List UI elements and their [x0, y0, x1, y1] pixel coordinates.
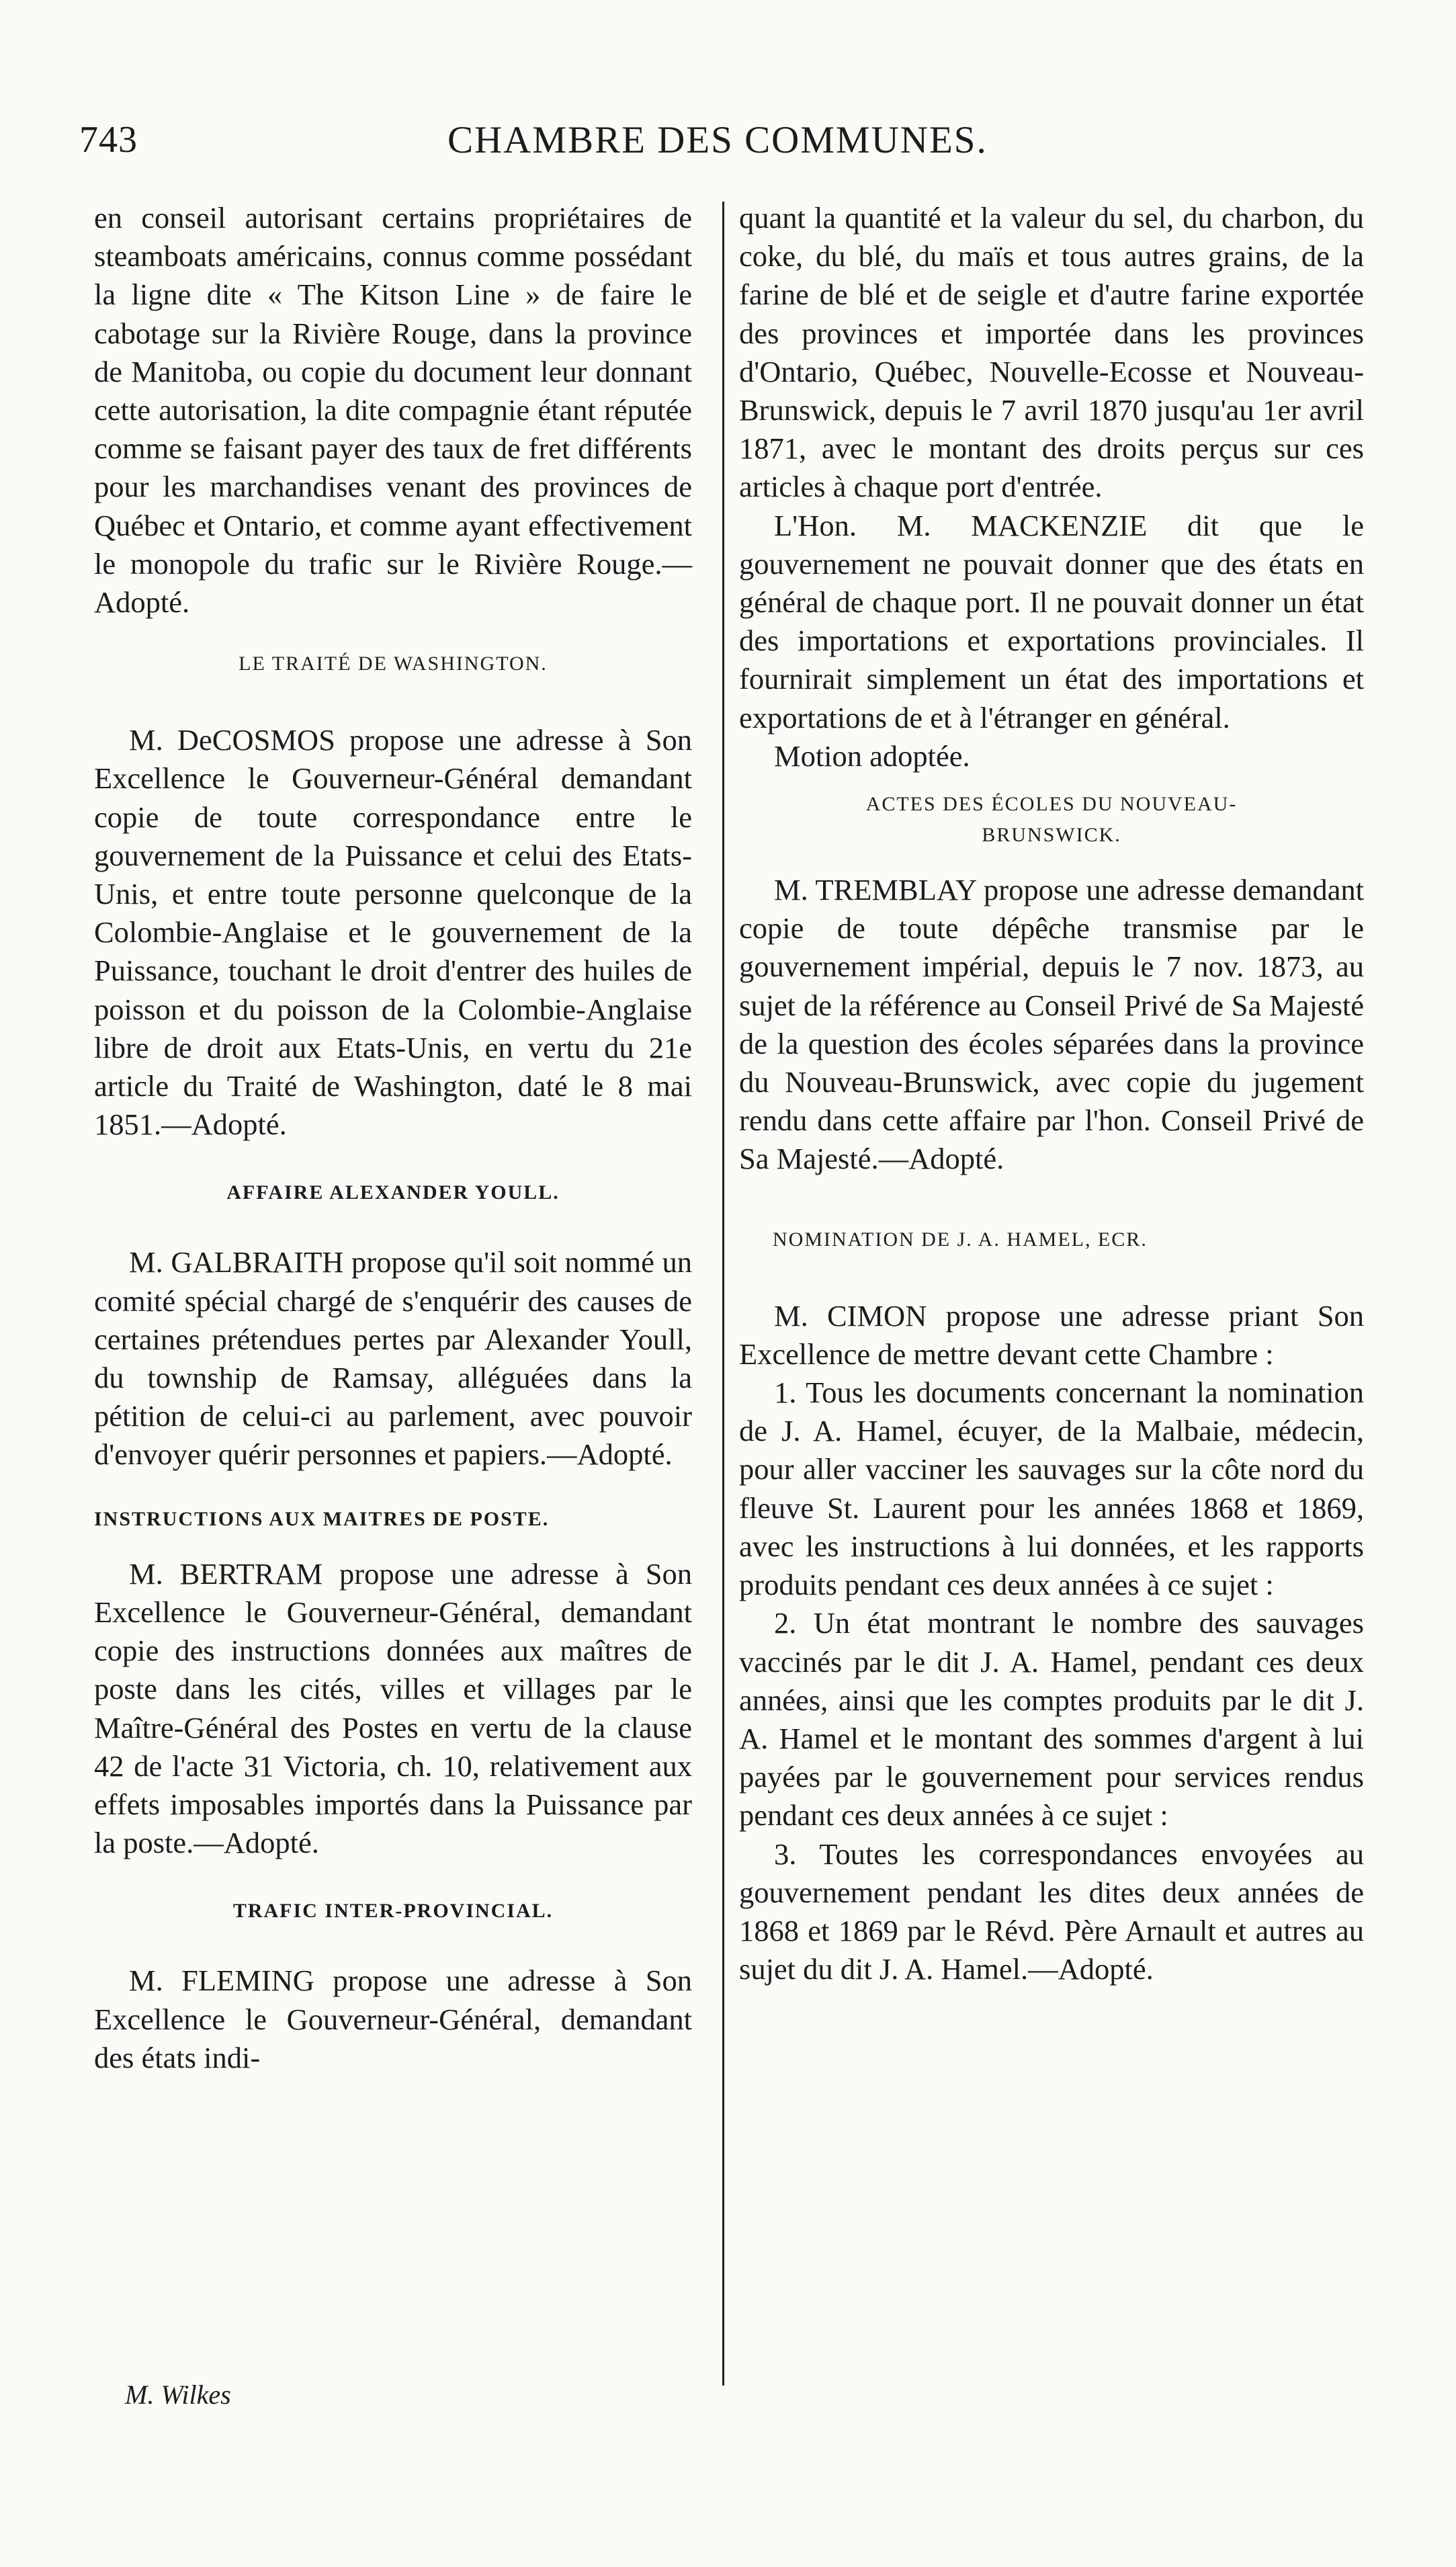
- running-head: CHAMBRE DES COMMUNES.: [447, 119, 988, 161]
- right-paragraph-1: quant la quantité et la valeur du sel, du charbon, du coke, du blé, du maïs et tous autres grains, de la farine de blé et de seigle et d'autre farine exportée des provinces et importée dans les provinces d'Ontario, Québec, Nouvelle-Ecosse et Nouveau-Brunswick, depuis le 7 avril 1870 jusqu'au 1er avril 1871, avec le montant des droits perçus sur ces articles à chaque port d'entrée.: [739, 201, 1364, 504]
- motion-cimon: M. CIMON propose une adresse priant Son Excellence de mettre devant cette Chambre :: [739, 1298, 1364, 1371]
- section-heading-traite-washington: LE TRAITÉ DE WASHINGTON.: [239, 653, 548, 675]
- section-heading-hamel: NOMINATION DE J. A. HAMEL, ECR.: [773, 1228, 1148, 1251]
- item-3: 3. Toutes les correspondances envoyées au gouvernement pendant les dites deux années de 1868 et 1869 par le Révd. Père Arnault et autres au sujet du dit J. A. Hamel.—Adopté.: [739, 1837, 1364, 1986]
- column-divider: [722, 202, 724, 2386]
- section-heading-ecoles-a: ACTES DES ÉCOLES DU NOUVEAU-: [865, 793, 1238, 816]
- section-heading-ecoles-b: BRUNSWICK.: [982, 824, 1121, 847]
- motion-adopted: Motion adoptée.: [774, 739, 970, 773]
- item-2: 2. Un état montrant le nombre des sauvages vaccinés par le dit J. A. Hamel, pendant ces deux années, ainsi que les comptes produits par le dit J. A. Hamel et le montant des sommes d'argent à lui payées par le gouvernement pour services rendus pendant ces deux années à ce sujet :: [739, 1606, 1364, 1833]
- footer-speaker-note: M. Wilkes: [125, 2380, 231, 2410]
- left-column: [94, 199, 692, 2077]
- item-1: 1. Tous les documents concernant la nomination de J. A. Hamel, écuyer, de la Malbaie, médecin, pour aller vacciner les sauvages sur la côte nord du fleuve St. Laurent pour les années 1868 et 1869, avec les instructions à lui données, et les rapports produits pendant ces deux années à ce sujet :: [739, 1376, 1364, 1602]
- motion-bertram: M. BERTRAM propose une adresse à Son Excellence le Gouverneur-Général, demandant copie des instructions données aux maîtres de poste dans les cités, villes et villages par le Maître-Général des Postes en vertu de la clause 42 de l'acte 31 Victoria, ch. 10, relativement aux effets imposables importés dans la Puissance par la poste.—Adopté.: [94, 1556, 692, 1860]
- reply-mackenzie: L'Hon. M. MACKENZIE dit que le gouvernement ne pouvait donner que des états en général de chaque port. Il ne pouvait donner un état des importations et exportations provinciales. Il fournirait simplement un état des importations et exportations de et à l'étranger en général.: [739, 508, 1364, 734]
- left-paragraph-1: en conseil autorisant certains propriétaires de steamboats américains, connus comme possédant la ligne dite « The Kitson Line » de faire le cabotage sur la Rivière Rouge, dans la province de Manitoba, ou copie du document leur donnant cette autorisation, la dite compagnie étant réputée comme se faisant payer des taux de fret différents pour les marchandises venant des provinces de Québec et Ontario, et comme ayant effectivement le monopole du trafic sur le Rivière Rouge.—Adopté.: [94, 201, 692, 620]
- motion-tremblay: M. TREMBLAY propose une adresse demandant copie de toute dépêche transmise par le gouvernement impérial, depuis le 7 nov. 1873, au sujet de la référence au Conseil Privé de Sa Majesté de la question des écoles séparées dans la province du Nouveau-Brunswick, avec copie du jugement rendu dans cette affaire par l'hon. Conseil Privé de Sa Majesté.—Adopté.: [739, 873, 1364, 1176]
- motion-fleming: M. FLEMING propose une adresse à Son Excellence le Gouverneur-Général, demandant des états indi-: [94, 1964, 692, 2074]
- page-number: 743: [79, 119, 138, 161]
- motion-galbraith: M. GALBRAITH propose qu'il soit nommé un comité spécial chargé de s'enquérir des causes de certaines prétendues pertes par Alexander Youll, du township de Ramsay, alléguées dans la pétition de celui-ci au parlement, avec pouvoir d'envoyer quérir personnes et papiers.—Adopté.: [94, 1245, 692, 1472]
- right-column: [739, 199, 1364, 1988]
- section-heading-maitres-poste: INSTRUCTIONS AUX MAITRES DE POSTE.: [94, 1507, 550, 1530]
- section-heading-trafic: TRAFIC INTER-PROVINCIAL.: [232, 1900, 554, 1923]
- section-heading-affaire-youll: AFFAIRE ALEXANDER YOULL.: [226, 1181, 560, 1204]
- motion-decosmos: M. DeCOSMOS propose une adresse à Son Excellence le Gouverneur-Général demandant copie de toute correspondance entre le gouvernement de la Puissance et celui des Etats-Unis, et entre toute personne quelconque de la Colombie-Anglaise et le gouvernement de la Puissance, touchant le droit d'entrer des huiles de poisson et du poisson de la Colombie-Anglaise libre de droit aux Etats-Unis, en vertu du 21e article du Traité de Washington, daté le 8 mai 1851.—Adopté.: [94, 723, 692, 1142]
